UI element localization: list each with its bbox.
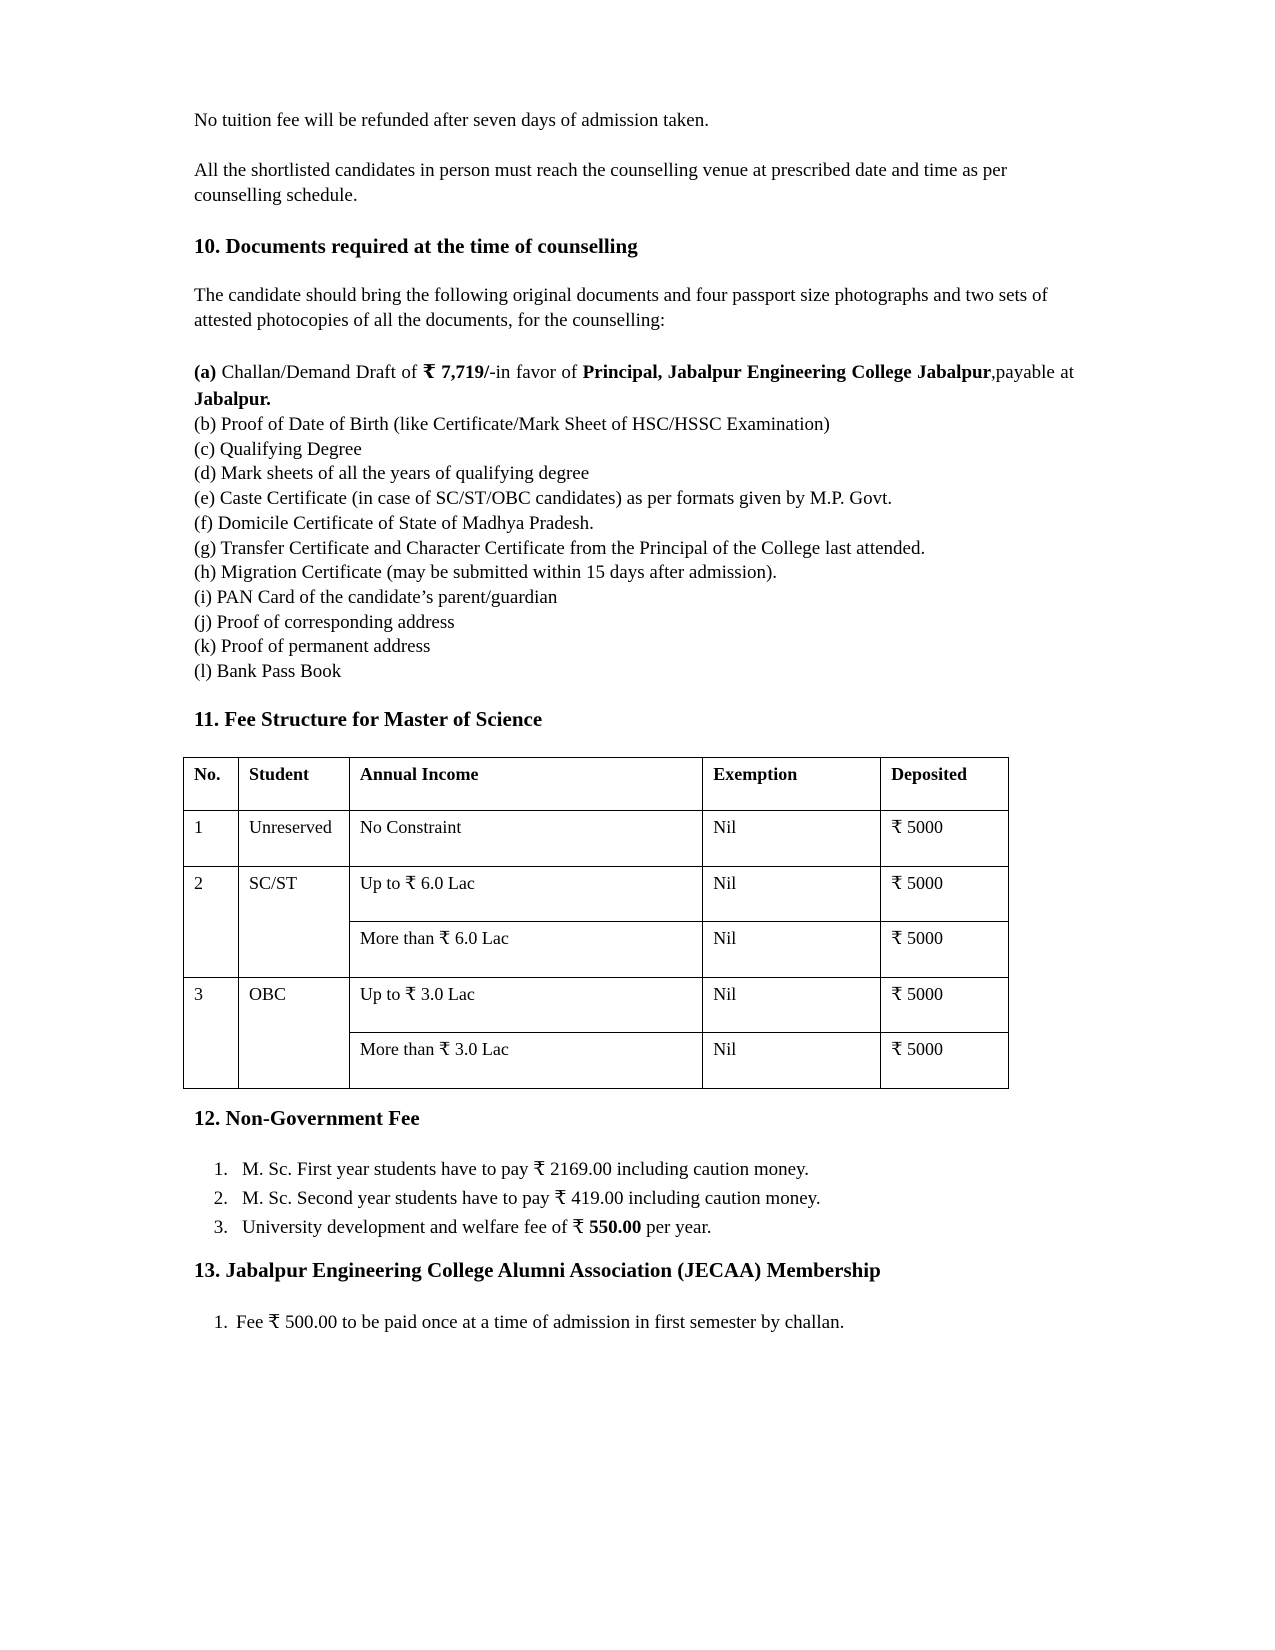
section-13-heading: 13. Jabalpur Engineering College Alumni Association (JECAA) Membership (194, 1258, 881, 1282)
header-student: Student (238, 758, 349, 811)
table-row (184, 977, 1009, 1033)
cell-exemption: Nil (703, 977, 881, 1033)
cell-income: More than ₹ 6.0 Lac (349, 922, 702, 978)
document-item: (h) Migration Certificate (may be submitted within 15 days after admission). (194, 562, 778, 584)
cell-income: Up to ₹ 6.0 Lac (349, 866, 702, 922)
cell-income: Up to ₹ 3.0 Lac (349, 977, 702, 1033)
cell-no: 2 (184, 866, 239, 977)
cell-deposited: ₹ 5000 (881, 1033, 1009, 1089)
table-header-row (184, 758, 1009, 811)
document-item: (k) Proof of permanent address (194, 636, 431, 658)
non-government-fee-list (194, 1155, 1074, 1242)
cell-deposited: ₹ 5000 (881, 811, 1009, 867)
refund-note: No tuition fee will be refunded after seven days of admission taken. (194, 110, 709, 131)
list-item: 3. University development and welfare fee of ₹ 550.00 per year. (213, 1217, 712, 1238)
cell-no: 1 (184, 811, 239, 867)
documents-list (194, 359, 1074, 685)
document-item: (g) Transfer Certificate and Character Certificate from the Principal of the College last attended. (194, 537, 926, 559)
cell-exemption: Nil (703, 811, 881, 867)
document-item: (i) PAN Card of the candidate’s parent/guardian (194, 586, 558, 608)
header-deposited: Deposited (881, 758, 1009, 811)
cell-deposited: ₹ 5000 (881, 977, 1009, 1033)
section-10-heading: 10. Documents required at the time of counselling (194, 234, 638, 258)
cell-no: 3 (184, 977, 239, 1088)
document-item-a: (a) Challan/Demand Draft of ₹ 7,719/-in favor of Principal, Jabalpur Engineering College Jabalpur,payable at Jabalpur. (194, 362, 1075, 410)
cell-student: SC/ST (238, 866, 349, 977)
list-item: 1. M. Sc. First year students have to pay ₹ 2169.00 including caution money. (213, 1159, 810, 1180)
header-no: No. (184, 758, 239, 811)
header-annual-income: Annual Income (349, 758, 702, 811)
cell-exemption: Nil (703, 866, 881, 922)
section-10-intro: The candidate should bring the following original documents and four passport size photographs and two sets of attested photocopies of all the documents, for the counselling: (194, 285, 1048, 331)
cell-exemption: Nil (703, 1033, 881, 1089)
fee-structure-table (183, 757, 1009, 1089)
cell-student: OBC (238, 977, 349, 1088)
document-item: (e) Caste Certificate (in case of SC/ST/OBC candidates) as per formats given by M.P. Govt. (194, 488, 893, 510)
document-item: (j) Proof of corresponding address (194, 611, 455, 633)
cell-exemption: Nil (703, 922, 881, 978)
section-12-heading: 12. Non-Government Fee (194, 1106, 420, 1130)
cell-deposited: ₹ 5000 (881, 922, 1009, 978)
header-exemption: Exemption (703, 758, 881, 811)
document-item: (d) Mark sheets of all the years of qualifying degree (194, 463, 590, 485)
table-row (184, 811, 1009, 867)
cell-student: Unreserved (238, 811, 349, 867)
counselling-note: All the shortlisted candidates in person must reach the counselling venue at prescribed date and time as per counselling schedule. (194, 160, 1008, 206)
cell-income: More than ₹ 3.0 Lac (349, 1033, 702, 1089)
cell-deposited: ₹ 5000 (881, 866, 1009, 922)
table-row (184, 866, 1009, 922)
section-11-heading: 11. Fee Structure for Master of Science (194, 707, 543, 731)
document-item: (c) Qualifying Degree (194, 438, 362, 460)
document-item: (f) Domicile Certificate of State of Madhya Pradesh. (194, 512, 594, 534)
list-item: 1. Fee ₹ 500.00 to be paid once at a time of admission in first semester by challan. (213, 1312, 845, 1333)
document-item: (b) Proof of Date of Birth (like Certificate/Mark Sheet of HSC/HSSC Examination) (194, 414, 830, 435)
cell-income: No Constraint (349, 811, 702, 867)
jecaa-membership-list (194, 1308, 1074, 1337)
list-item: 2. M. Sc. Second year students have to pay ₹ 419.00 including caution money. (213, 1188, 821, 1209)
document-item: (l) Bank Pass Book (194, 661, 342, 683)
